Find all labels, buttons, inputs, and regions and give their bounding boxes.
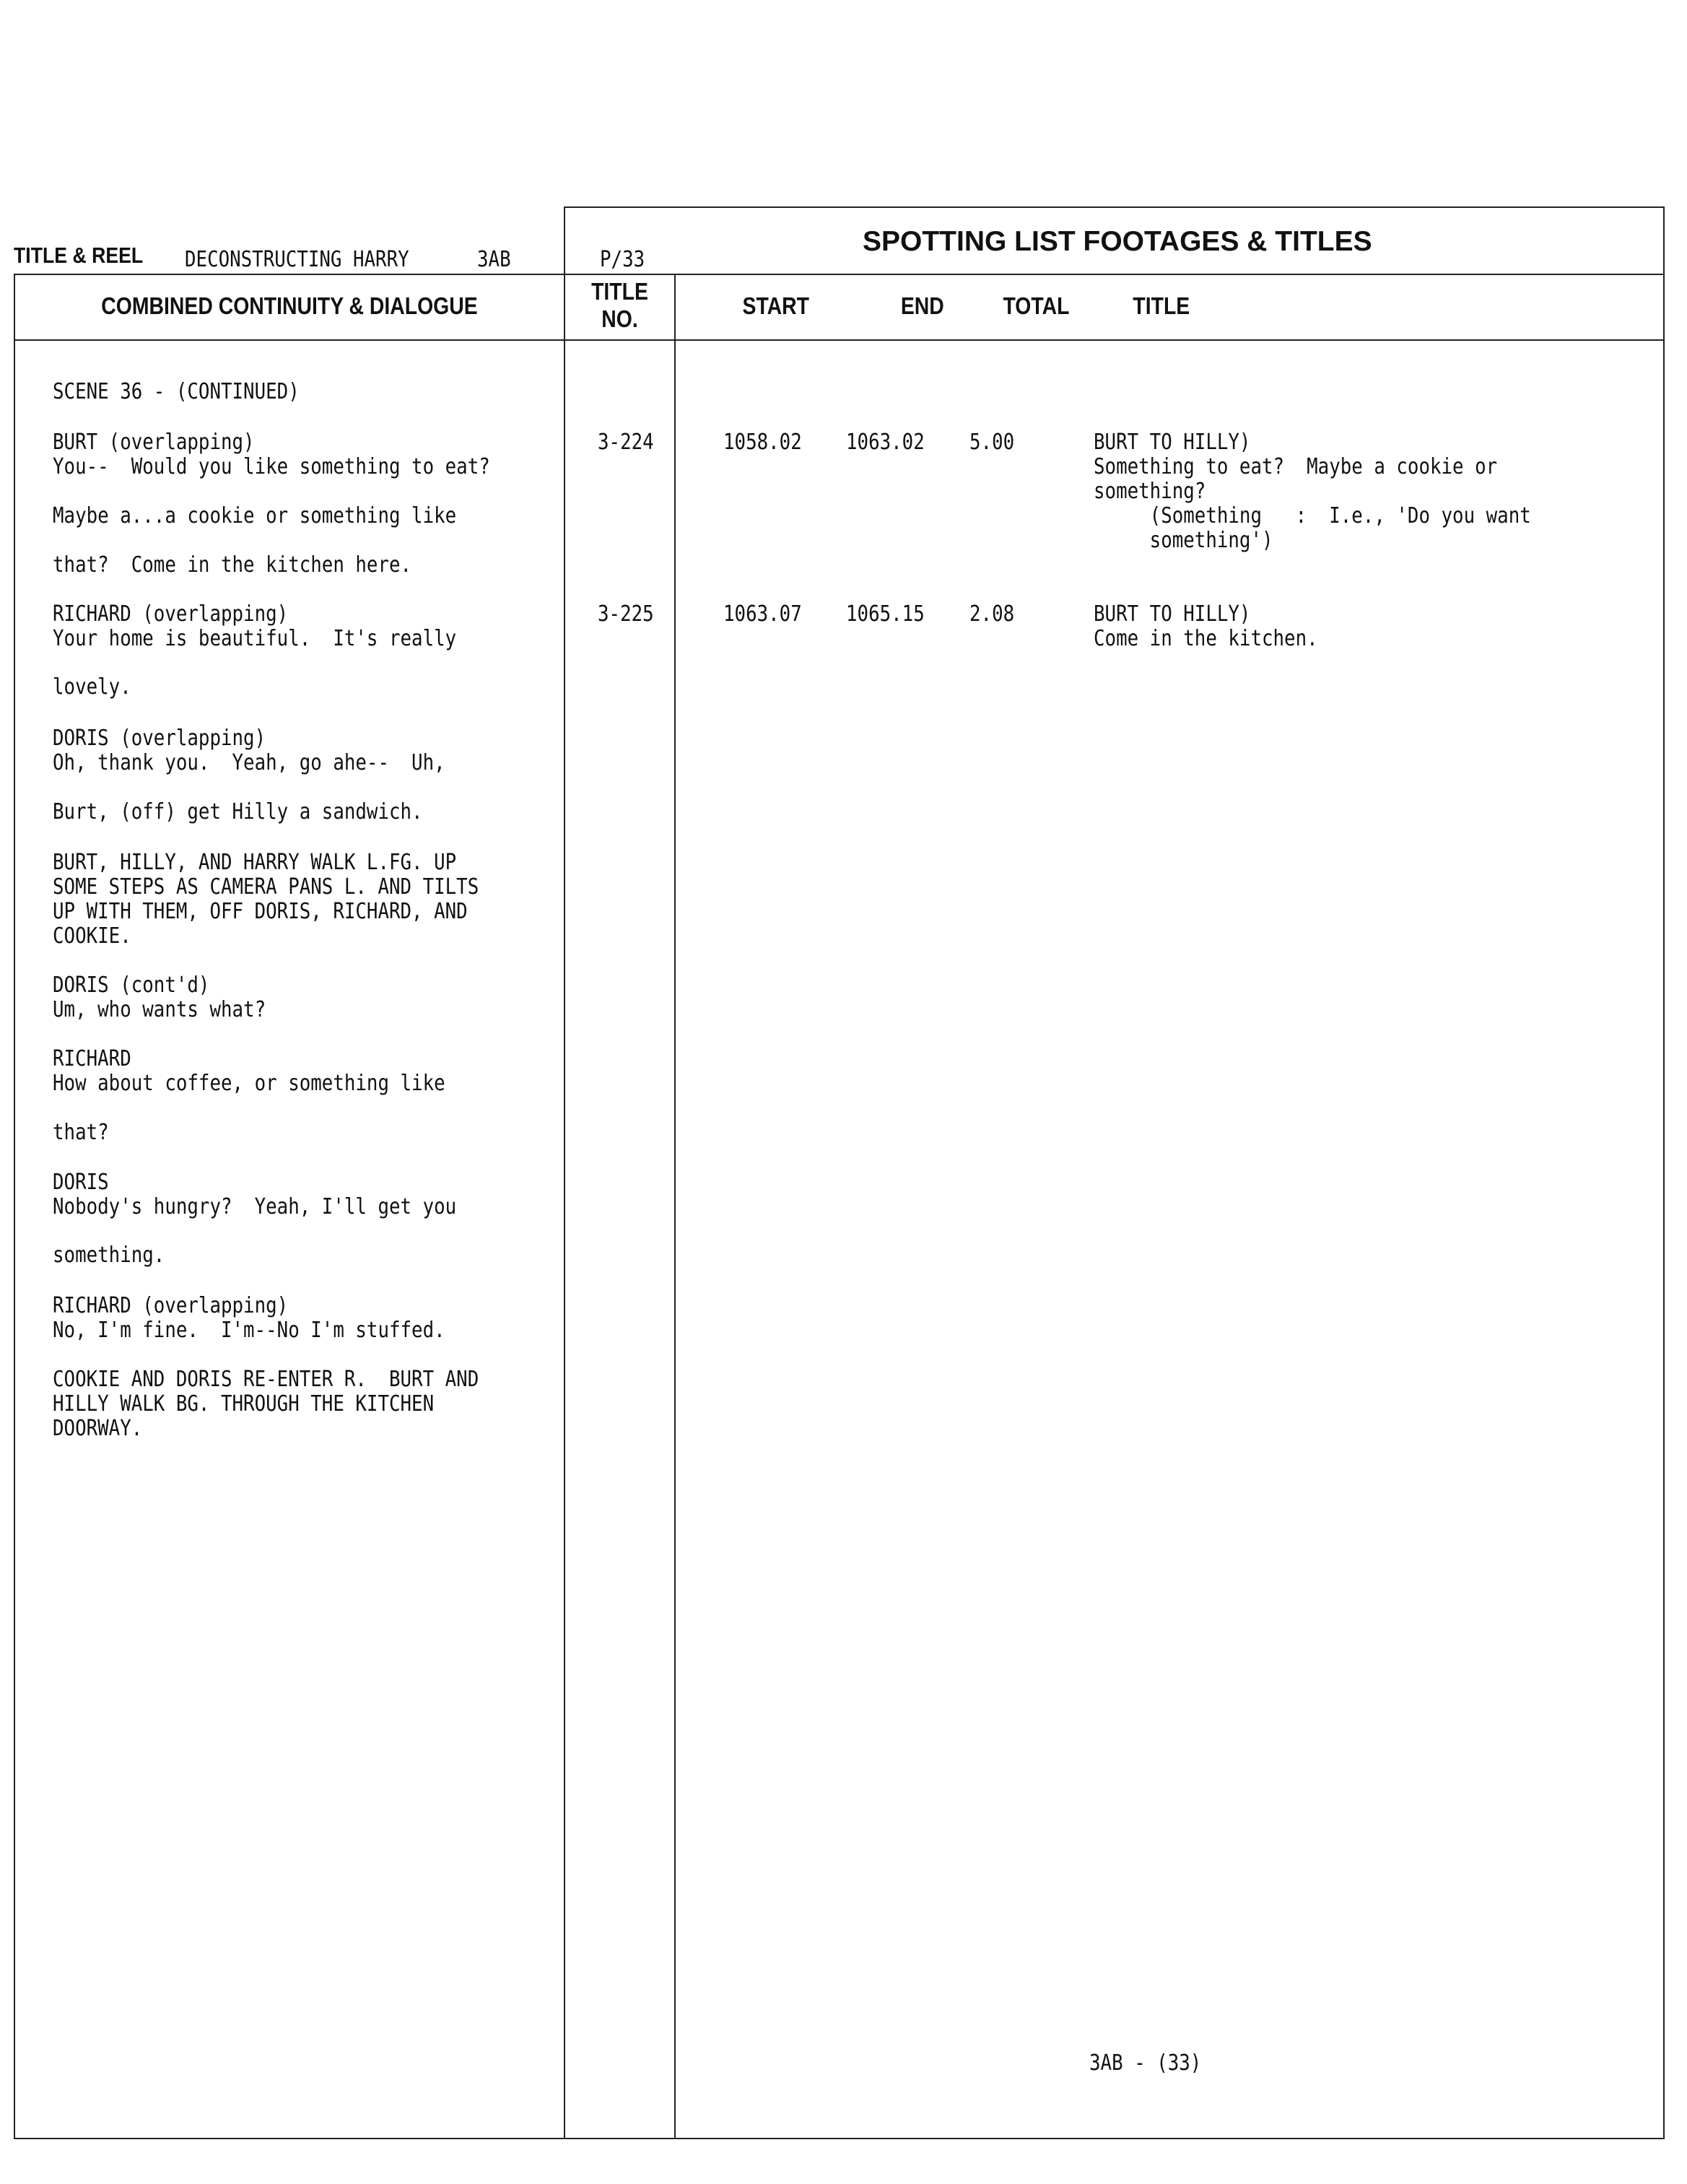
continuity-block: lovely. bbox=[53, 674, 131, 700]
continuity-block: RICHARD (overlapping) Your home is beautiful. It's really bbox=[53, 601, 457, 651]
continuity-block: that? bbox=[53, 1120, 109, 1145]
continuity-block: BURT (overlapping) You-- Would you like something to eat? bbox=[53, 430, 490, 479]
title-number: 3-224 bbox=[598, 430, 654, 455]
col-header-start: START bbox=[742, 292, 810, 319]
col-header-end: END bbox=[900, 292, 944, 319]
title-reel-label: TITLE & REEL bbox=[14, 243, 144, 268]
title-end: 1065.15 bbox=[846, 601, 925, 627]
continuity-block: RICHARD (overlapping) No, I'm fine. I'm--No I'm stuffed. bbox=[53, 1293, 445, 1343]
continuity-action: COOKIE AND DORIS RE-ENTER R. BURT AND HILLY WALK BG. THROUGH THE KITCHEN DOORWAY. bbox=[53, 1367, 479, 1441]
continuity-block: RICHARD How about coffee, or something like bbox=[53, 1046, 445, 1096]
header-bottom-border bbox=[14, 274, 1665, 275]
continuity-block: DORIS (cont'd) Um, who wants what? bbox=[53, 973, 266, 1022]
col-header-title: TITLE bbox=[1133, 292, 1190, 319]
title-start: 1063.07 bbox=[723, 601, 802, 627]
continuity-block: DORIS (overlapping) Oh, thank you. Yeah, go ahe-- Uh, bbox=[53, 726, 445, 775]
col-header-total: TOTAL bbox=[1003, 292, 1070, 319]
continuity-block: Burt, (off) get Hilly a sandwich. bbox=[53, 799, 423, 825]
continuity-block: Maybe a...a cookie or something like bbox=[53, 503, 457, 528]
continuity-block: DORIS Nobody's hungry? Yeah, I'll get you bbox=[53, 1170, 457, 1219]
col-header-title-no-line1: TITLE bbox=[591, 278, 648, 305]
top-border-right bbox=[564, 206, 1665, 208]
bottom-border bbox=[14, 2138, 1665, 2139]
right-border bbox=[1663, 206, 1665, 2139]
title-total: 2.08 bbox=[969, 601, 1015, 627]
divider-title-no bbox=[674, 274, 676, 2139]
title-text: BURT TO HILLY) Come in the kitchen. bbox=[1094, 601, 1318, 651]
col-header-title-no-line2: NO. bbox=[601, 305, 638, 332]
continuity-block: something. bbox=[53, 1243, 165, 1268]
continuity-action: BURT, HILLY, AND HARRY WALK L.FG. UP SOME STEPS AS CAMERA PANS L. AND TILTS UP WITH THEM, OFF DORIS, RICHARD, AND COOKIE. bbox=[53, 850, 479, 949]
divider-continuity bbox=[564, 206, 565, 2139]
column-header-bottom-border bbox=[14, 339, 1665, 341]
title-end: 1063.02 bbox=[846, 430, 925, 455]
left-border bbox=[14, 274, 15, 2139]
continuity-block: that? Come in the kitchen here. bbox=[53, 552, 412, 578]
title-text: BURT TO HILLY) Something to eat? Maybe a cookie or something? (Something : I.e., 'Do you want something') bbox=[1094, 430, 1531, 553]
title-total: 5.00 bbox=[969, 430, 1015, 455]
col-header-continuity: COMBINED CONTINUITY & DIALOGUE bbox=[101, 292, 478, 319]
title-number: 3-225 bbox=[598, 601, 654, 627]
spotting-list-title: SPOTTING LIST FOOTAGES & TITLES bbox=[863, 226, 1372, 257]
title-reel-value: DECONSTRUCTING HARRY bbox=[185, 247, 409, 272]
title-start: 1058.02 bbox=[723, 430, 802, 455]
footer-page-reference: 3AB - (33) bbox=[1089, 2050, 1202, 2076]
reel-number: 3AB bbox=[477, 247, 511, 272]
page-number: P/33 bbox=[600, 247, 645, 272]
continuity-scene-heading: SCENE 36 - (CONTINUED) bbox=[53, 379, 300, 404]
